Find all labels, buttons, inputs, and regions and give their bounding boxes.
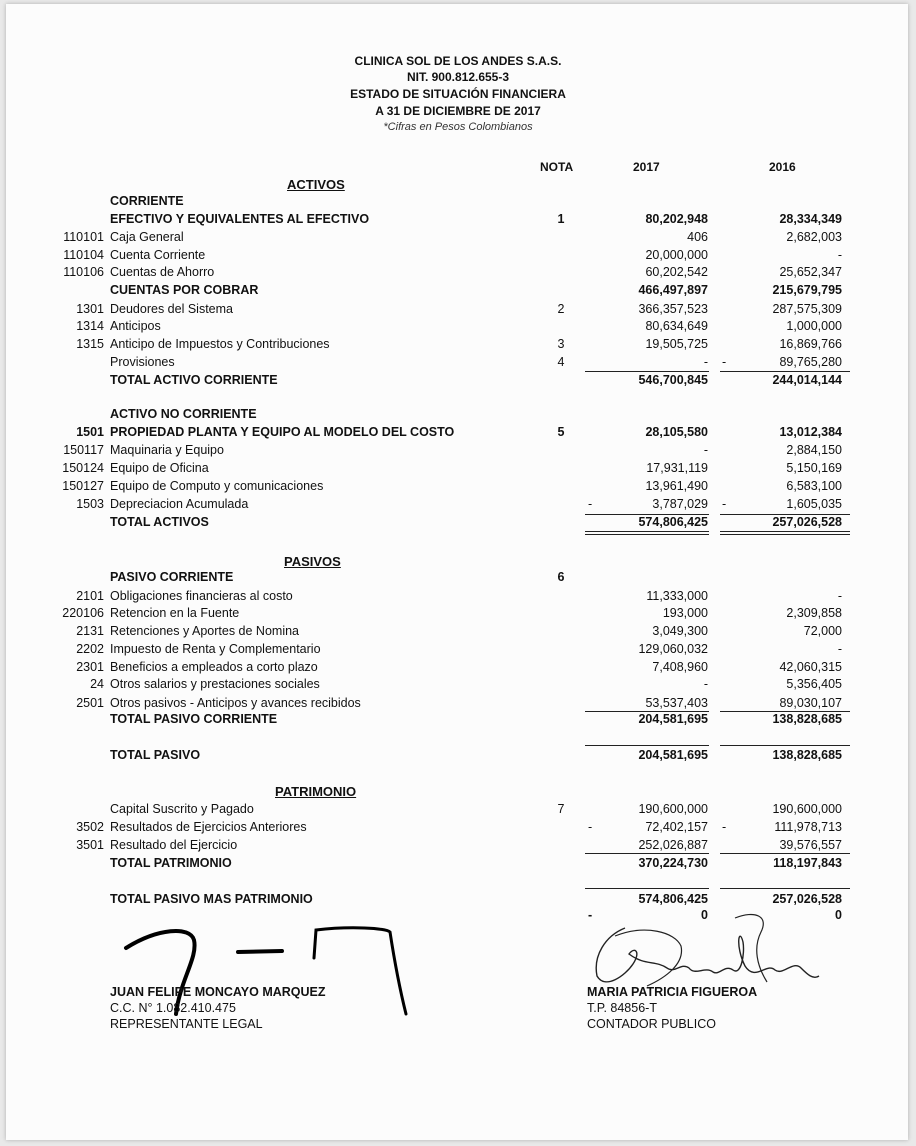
year-2017-column-header: 2017 <box>633 160 660 174</box>
table-row <box>0 589 916 607</box>
account-label: Obligaciones financieras al costo <box>110 589 293 603</box>
table-row <box>0 570 916 588</box>
value-2016: 1,605,035 <box>786 497 842 511</box>
value-2017: 3,049,300 <box>652 624 708 638</box>
value-2017: 0 <box>701 908 708 922</box>
table-row <box>0 212 916 230</box>
account-label: TOTAL PASIVO <box>110 748 201 762</box>
table-row <box>0 265 916 283</box>
account-code: 150127 <box>62 479 104 493</box>
value-2017: - <box>703 443 708 457</box>
value-2016: 215,679,795 <box>772 283 842 297</box>
subtotal-rule <box>585 745 709 746</box>
table-row <box>0 624 916 642</box>
account-label: Anticipo de Impuestos y Contribuciones <box>110 337 330 351</box>
value-2017: 28,105,580 <box>645 425 708 439</box>
value-2016: 42,060,315 <box>779 660 842 674</box>
account-label: Capital Suscrito y Pagado <box>110 802 254 816</box>
account-label: Caja General <box>110 230 184 244</box>
value-2016: 244,014,144 <box>772 373 842 387</box>
subtotal-rule <box>720 711 850 712</box>
value-2017: 366,357,523 <box>638 302 708 316</box>
value-2017: 20,000,000 <box>645 248 708 262</box>
value-2016: - <box>837 589 842 603</box>
account-label: TOTAL ACTIVO CORRIENTE <box>110 373 278 387</box>
year-2016-column-header: 2016 <box>769 160 796 174</box>
account-label: TOTAL ACTIVOS <box>110 515 209 529</box>
table-row <box>0 283 916 301</box>
account-code: 2202 <box>76 642 104 656</box>
account-code: 1301 <box>76 302 104 316</box>
value-2017: 204,581,695 <box>638 712 708 726</box>
value-2016: 2,682,003 <box>786 230 842 244</box>
subtotal-rule <box>720 745 850 746</box>
accountant-signature <box>585 906 825 996</box>
report-date: A 31 DE DICIEMBRE DE 2017 <box>375 104 541 118</box>
currency-note: *Cifras en Pesos Colombianos <box>383 121 533 133</box>
account-code: 2101 <box>76 589 104 603</box>
table-row <box>0 606 916 624</box>
value-2017: 190,600,000 <box>638 802 708 816</box>
nota-cell: 1 <box>557 212 565 226</box>
minus-sign-2016: - <box>722 355 727 369</box>
value-2016: 89,030,107 <box>779 696 842 710</box>
value-2017: 193,000 <box>662 606 708 620</box>
minus-sign-2017: - <box>588 908 593 922</box>
minus-sign-2017: - <box>588 497 593 511</box>
table-row <box>0 856 916 874</box>
account-code: 220106 <box>62 606 104 620</box>
value-2017: 19,505,725 <box>645 337 708 351</box>
accountant-block <box>587 984 757 1032</box>
value-2016: 28,334,349 <box>779 212 842 226</box>
value-2016: 0 <box>835 908 842 922</box>
value-2017: - <box>703 677 708 691</box>
account-label: Cuenta Corriente <box>110 248 206 262</box>
account-label: ACTIVO NO CORRIENTE <box>110 407 257 421</box>
value-2016: - <box>837 642 842 656</box>
section-title-pasivos: PASIVOS <box>284 554 341 569</box>
account-code: 2131 <box>76 624 104 638</box>
table-row <box>0 373 916 391</box>
account-label: Maquinaria y Equipo <box>110 443 224 457</box>
table-row <box>0 677 916 695</box>
account-label: EFECTIVO Y EQUIVALENTES AL EFECTIVO <box>110 212 370 226</box>
account-code: 2301 <box>76 660 104 674</box>
value-2017: 466,497,897 <box>638 283 708 297</box>
company-nit: NIT. 900.812.655-3 <box>406 70 510 84</box>
account-code: 1314 <box>76 319 104 333</box>
table-row <box>0 319 916 337</box>
value-2016: 2,884,150 <box>786 443 842 457</box>
table-row <box>0 748 916 766</box>
account-label: Otros pasivos - Anticipos y avances recibidos <box>110 696 361 710</box>
subtotal-rule <box>585 371 709 372</box>
value-2017: 72,402,157 <box>645 820 708 834</box>
account-label: Impuesto de Renta y Complementario <box>110 642 321 656</box>
table-row <box>0 443 916 461</box>
table-row <box>0 497 916 515</box>
account-label: Equipo de Oficina <box>110 461 209 475</box>
value-2016: 111,978,713 <box>774 820 842 834</box>
account-label: CORRIENTE <box>110 194 184 208</box>
table-row <box>0 407 916 425</box>
minus-sign-2016: - <box>722 820 727 834</box>
section-title-patrimonio: PATRIMONIO <box>275 784 357 799</box>
account-code: 3502 <box>76 820 104 834</box>
value-2016: 190,600,000 <box>772 802 842 816</box>
value-2017: 252,026,887 <box>638 838 708 852</box>
value-2016: 25,652,347 <box>779 265 842 279</box>
accountant-name: MARIA PATRICIA FIGUEROA <box>587 985 758 999</box>
subtotal-rule <box>585 514 709 515</box>
value-2016: 257,026,528 <box>772 892 842 906</box>
value-2017: - <box>703 355 708 369</box>
value-2016: 138,828,685 <box>772 748 842 762</box>
subtotal-rule <box>720 371 850 372</box>
section-title-activos: ACTIVOS <box>287 177 345 192</box>
subtotal-rule <box>720 853 850 854</box>
table-row <box>0 712 916 730</box>
table-row <box>0 802 916 820</box>
table-row <box>0 461 916 479</box>
account-code: 1501 <box>76 425 104 439</box>
value-2017: 17,931,119 <box>646 461 708 475</box>
account-label: Resultados de Ejercicios Anteriores <box>110 820 307 834</box>
table-row <box>0 425 916 443</box>
total-double-rule <box>720 531 850 535</box>
value-2017: 13,961,490 <box>645 479 708 493</box>
nota-cell: 2 <box>557 302 565 316</box>
account-code: 110106 <box>63 265 104 279</box>
account-label: Cuentas de Ahorro <box>110 265 215 279</box>
table-row <box>0 194 916 212</box>
subtotal-rule <box>720 888 850 889</box>
account-label: Equipo de Computo y comunicaciones <box>110 479 324 493</box>
nota-cell: 4 <box>557 355 565 369</box>
accountant-role: CONTADOR PUBLICO <box>587 1017 716 1031</box>
total-double-rule <box>585 531 709 535</box>
subtotal-rule <box>585 888 709 889</box>
table-row <box>0 337 916 355</box>
account-label: PASIVO CORRIENTE <box>110 570 234 584</box>
value-2016: 5,356,405 <box>786 677 842 691</box>
value-2017: 546,700,845 <box>638 373 708 387</box>
value-2017: 406 <box>687 230 708 244</box>
value-2017: 60,202,542 <box>645 265 708 279</box>
value-2016: 118,197,843 <box>773 856 842 870</box>
value-2016: - <box>837 248 842 262</box>
account-code: 150124 <box>62 461 104 475</box>
table-row <box>0 230 916 248</box>
company-name: CLINICA SOL DE LOS ANDES S.A.S. <box>354 54 562 68</box>
nota-cell: 6 <box>557 570 565 584</box>
account-label: Deudores del Sistema <box>110 302 233 316</box>
account-code: 1315 <box>76 337 104 351</box>
account-label: Anticipos <box>110 319 161 333</box>
account-code: 2501 <box>76 696 104 710</box>
nota-cell: 5 <box>557 425 565 439</box>
account-label: TOTAL PATRIMONIO <box>110 856 232 870</box>
account-code: 110104 <box>63 248 104 262</box>
value-2017: 80,634,649 <box>645 319 708 333</box>
nota-column-header: NOTA <box>540 160 574 174</box>
table-row <box>0 642 916 660</box>
value-2017: 11,333,000 <box>646 589 708 603</box>
account-label: TOTAL PASIVO CORRIENTE <box>110 712 278 726</box>
subtotal-rule <box>585 711 709 712</box>
value-2016: 39,576,557 <box>779 838 842 852</box>
table-row <box>0 248 916 266</box>
account-code: 24 <box>90 677 104 691</box>
account-code: 110101 <box>63 230 104 244</box>
account-label: PROPIEDAD PLANTA Y EQUIPO AL MODELO DEL COSTO <box>110 425 455 439</box>
account-code: 150117 <box>63 443 104 457</box>
account-label: Provisiones <box>110 355 175 369</box>
value-2016: 16,869,766 <box>779 337 842 351</box>
value-2017: 574,806,425 <box>638 515 708 529</box>
subtotal-rule <box>720 514 850 515</box>
value-2016: 2,309,858 <box>786 606 842 620</box>
account-label: Otros salarios y prestaciones sociales <box>110 677 320 691</box>
account-label: Beneficios a empleados a corto plazo <box>110 660 318 674</box>
table-row <box>0 302 916 320</box>
value-2016: 72,000 <box>803 624 842 638</box>
value-2017: 7,408,960 <box>652 660 708 674</box>
account-code: 3501 <box>76 838 104 852</box>
value-2017: 574,806,425 <box>638 892 708 906</box>
value-2016: 138,828,685 <box>772 712 842 726</box>
report-title: ESTADO DE SITUACIÓN FINANCIERA <box>350 87 566 101</box>
legal-representative-block <box>110 984 326 1032</box>
value-2017: 129,060,032 <box>638 642 708 656</box>
nota-cell: 7 <box>557 802 565 816</box>
value-2017: 3,787,029 <box>652 497 708 511</box>
account-code: 1503 <box>76 497 104 511</box>
value-2016: 1,000,000 <box>786 319 842 333</box>
value-2016: 6,583,100 <box>786 479 842 493</box>
table-row <box>0 479 916 497</box>
accountant-id: T.P. 84856-T <box>587 1001 657 1015</box>
account-label: Resultado del Ejercicio <box>110 838 238 852</box>
account-label: Retencion en la Fuente <box>110 606 240 620</box>
value-2017: 204,581,695 <box>638 748 708 762</box>
account-label: TOTAL PASIVO MAS PATRIMONIO <box>110 892 313 906</box>
table-row <box>0 820 916 838</box>
value-2017: 370,224,730 <box>638 856 708 870</box>
value-2016: 5,150,169 <box>786 461 842 475</box>
table-row <box>0 660 916 678</box>
minus-sign-2017: - <box>588 820 593 834</box>
account-label: Retenciones y Aportes de Nomina <box>110 624 299 638</box>
account-label: CUENTAS POR COBRAR <box>110 283 259 297</box>
minus-sign-2016: - <box>722 497 727 511</box>
value-2017: 53,537,403 <box>645 696 708 710</box>
value-2016: 89,765,280 <box>779 355 842 369</box>
account-label: Depreciacion Acumulada <box>110 497 249 511</box>
legal-representative-role: REPRESENTANTE LEGAL <box>110 1017 263 1031</box>
value-2016: 287,575,309 <box>772 302 842 316</box>
nota-cell: 3 <box>557 337 565 351</box>
legal-representative-name: JUAN FELIPE MONCAYO MARQUEZ <box>110 985 326 999</box>
legal-representative-id: C.C. N° 1.082.410.475 <box>110 1001 236 1015</box>
value-2016: 257,026,528 <box>772 515 842 529</box>
value-2016: 13,012,384 <box>779 425 842 439</box>
value-2017: 80,202,948 <box>645 212 708 226</box>
subtotal-rule <box>585 853 709 854</box>
